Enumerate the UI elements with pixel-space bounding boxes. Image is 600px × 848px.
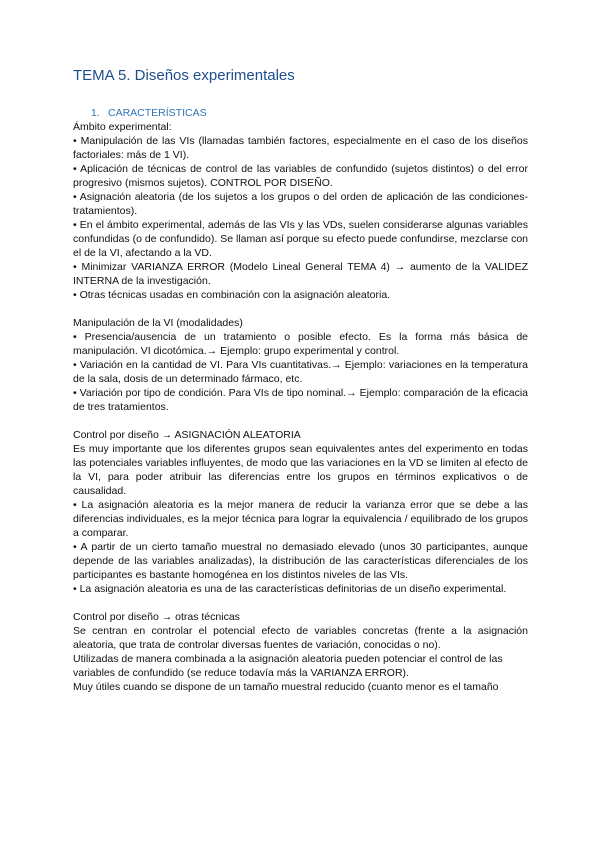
otras-heading: Control por diseño → otras técnicas bbox=[73, 611, 240, 623]
page-title: TEMA 5. Diseños experimentales bbox=[73, 67, 295, 84]
aleatoria-item-2: • A partir de un cierto tamaño muestral no demasiado elevado (unos 30 participantes, aunque depende de las variables analizadas), la distribución de las características diferenciales de los participantes es bastante homogénea en los distintos niveles de las VIs. bbox=[73, 541, 528, 581]
ambito-item-2: • Aplicación de técnicas de control de las variables de confundido (sujetos distintos) o del error progresivo (mismos sujetos). CONTROL POR DISEÑO. bbox=[73, 163, 528, 189]
ambito-item-5: • Minimizar VARIANZA ERROR (Modelo Lineal General TEMA 4) → aumento de la VALIDEZ INTERNA de la investigación. bbox=[73, 261, 528, 287]
aleatoria-item-3: • La asignación aleatoria es una de las características definitorias de un diseño experimental. bbox=[73, 583, 507, 595]
ambito-item-6: • Otras técnicas usadas en combinación con la asignación aleatoria. bbox=[73, 289, 391, 301]
manipulacion-item-3: • Variación por tipo de condición. Para VIs de tipo nominal.→ Ejemplo: comparación de la eficacia de tres tratamientos. bbox=[73, 387, 528, 413]
document-page bbox=[73, 66, 528, 694]
otras-line-3: variables de confundido (se reduce todavía más la VARIANZA ERROR). bbox=[73, 667, 409, 679]
section-heading-caracteristicas bbox=[91, 106, 528, 120]
section-number: 1. bbox=[91, 107, 100, 119]
ambito-item-1: • Manipulación de las VIs (llamadas también factores, especialmente en el caso de los diseños factoriales: más de 1 VI). bbox=[73, 135, 528, 161]
aleatoria-intro: Es muy importante que los diferentes grupos sean equivalentes antes del experimento en todas las potenciales variables influyentes, de modo que las variaciones en la VD se limiten al efecto de la VI, para poder atribuir las diferencias entre los grupos en términos explicativos o de causalidad. bbox=[73, 443, 528, 497]
aleatoria-item-1: • La asignación aleatoria es la mejor manera de reducir la varianza error que se debe a las diferencias individuales, es la mejor técnica para lograr la equivalencia / equilibrado de los grupos a comparar. bbox=[73, 499, 528, 539]
ambito-item-3: • Asignación aleatoria (de los sujetos a los grupos o del orden de aplicación de las condiciones-tratamientos). bbox=[73, 191, 528, 217]
manipulacion-item-1: • Presencia/ausencia de un tratamiento o posible efecto. Es la forma más básica de manipulación. VI dicotómica.→ Ejemplo: grupo experimental y control. bbox=[73, 331, 528, 357]
otras-line-4: Muy útiles cuando se dispone de un tamaño muestral reducido (cuanto menor es el tamaño bbox=[73, 681, 499, 693]
manipulacion-heading: Manipulación de la VI (modalidades) bbox=[73, 317, 243, 329]
section-label: CARACTERÍSTICAS bbox=[108, 107, 207, 119]
aleatoria-heading: Control por diseño → ASIGNACIÓN ALEATORIA bbox=[73, 429, 301, 441]
manipulacion-item-2: • Variación en la cantidad de VI. Para VIs cuantitativas.→ Ejemplo: variaciones en la temperatura de la sala, dosis de un determinado fármaco, etc. bbox=[73, 359, 528, 385]
otras-line-1: Se centran en controlar el potencial efecto de variables concretas (frente a la asignación aleatoria, que trata de controlar diversas fuentes de variación, conocidas o no). bbox=[73, 625, 528, 651]
ambito-item-4: • En el ámbito experimental, además de las VIs y las VDs, suelen considerarse algunas variables confundidas (o de confundido). Se llaman así porque su efecto puede confundirse, mezclarse con el de la VI, afectando a la VD. bbox=[73, 219, 528, 259]
otras-line-2: Utilizadas de manera combinada a la asignación aleatoria pueden potenciar el control de las bbox=[73, 653, 503, 665]
ambito-heading: Ámbito experimental: bbox=[73, 121, 172, 133]
